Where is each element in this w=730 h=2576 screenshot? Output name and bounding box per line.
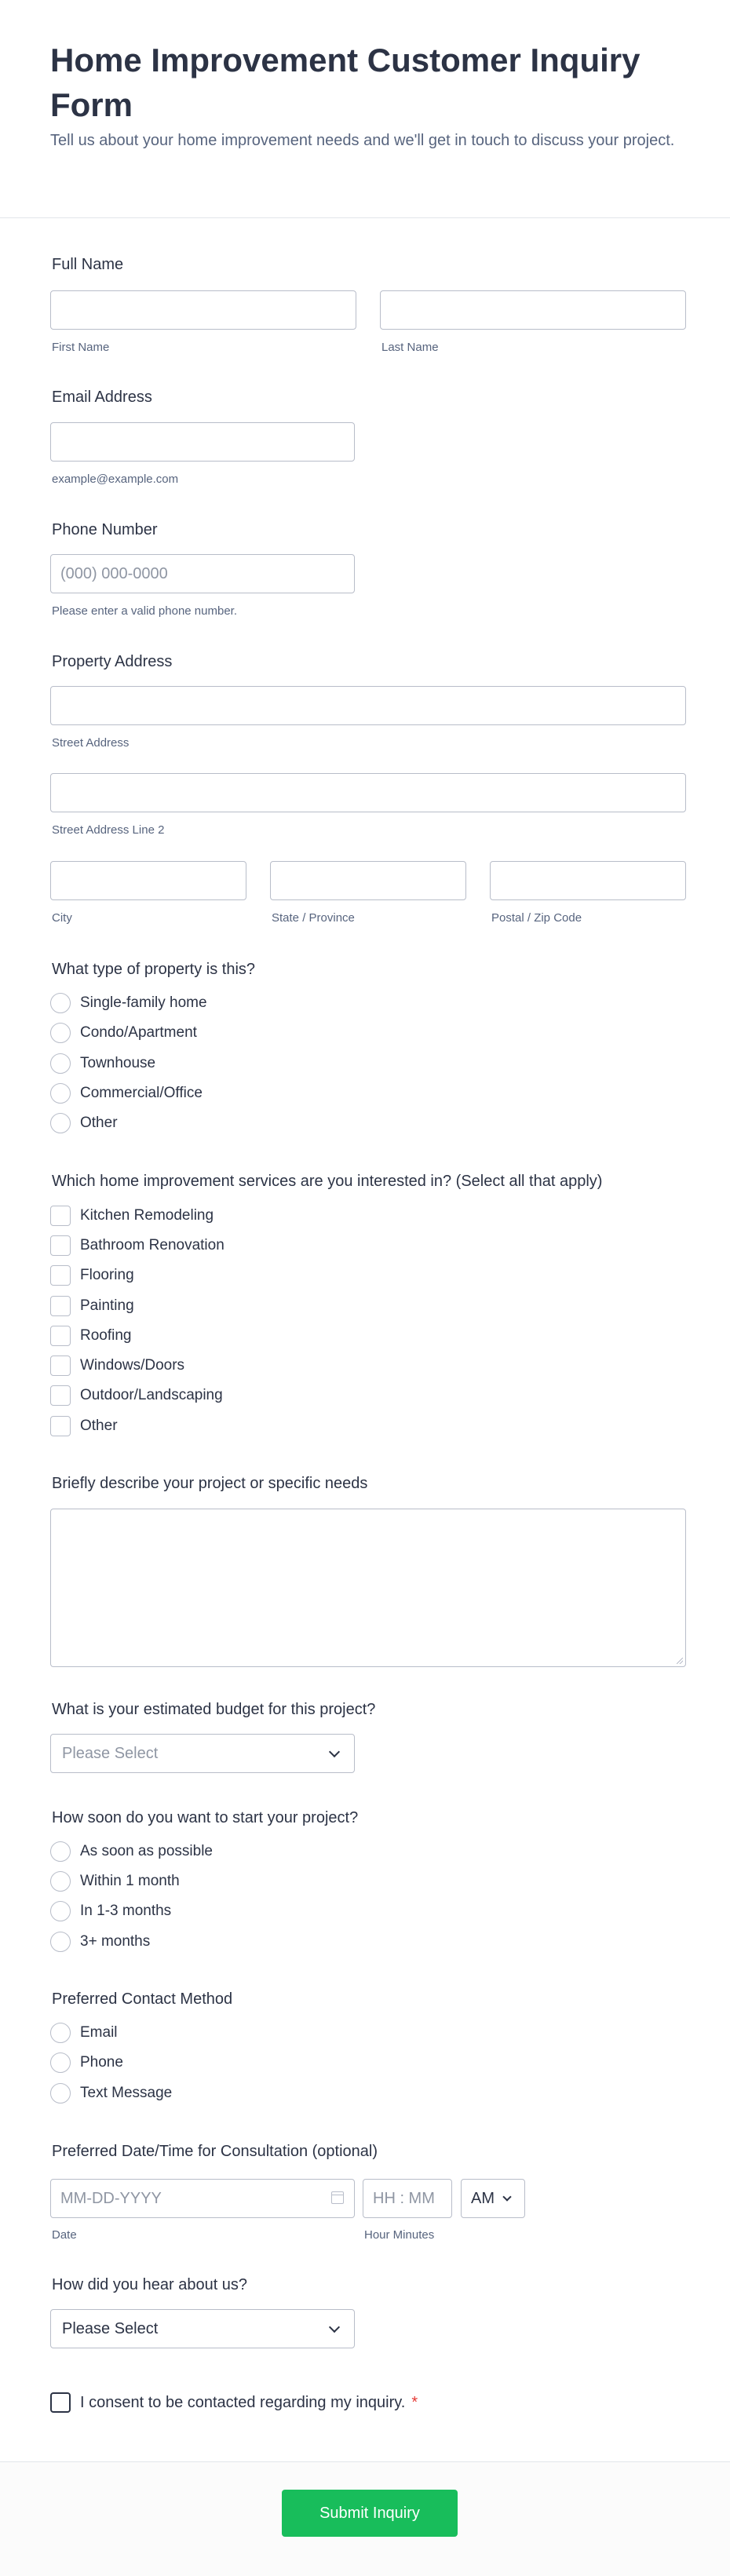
checkbox[interactable] <box>50 1265 71 1286</box>
zip-input[interactable] <box>490 861 686 900</box>
radio-button[interactable] <box>50 1901 71 1921</box>
city-input[interactable] <box>50 861 246 900</box>
email-sublabel: example@example.com <box>52 473 179 486</box>
description-textarea[interactable] <box>50 1509 686 1667</box>
service-option[interactable] <box>50 1205 214 1227</box>
checkbox[interactable] <box>50 1326 71 1346</box>
option-label: Within 1 month <box>80 1873 180 1889</box>
radio-button[interactable] <box>50 2083 71 2103</box>
start-label: How soon do you want to start your project? <box>52 1809 359 1826</box>
budget-label: What is your estimated budget for this project? <box>52 1701 376 1718</box>
option-label: Outdoor/Landscaping <box>80 1387 223 1403</box>
referral-select-value: Please Select <box>62 2319 159 2337</box>
services-label: Which home improvement services are you interested in? (Select all that apply) <box>52 1173 603 1190</box>
resize-grip-icon[interactable] <box>677 1658 683 1664</box>
ampm-select[interactable] <box>461 2179 525 2218</box>
checkbox[interactable] <box>50 1206 71 1226</box>
date-sublabel: Date <box>52 2228 77 2242</box>
checkbox[interactable] <box>50 1385 71 1406</box>
option-label: Condo/Apartment <box>80 1024 197 1041</box>
radio-button[interactable] <box>50 1932 71 1952</box>
option-label: Other <box>80 1115 118 1131</box>
email-label: Email Address <box>52 389 152 406</box>
city-sublabel: City <box>52 911 72 925</box>
last-name-input[interactable] <box>380 290 686 330</box>
property-option[interactable] <box>50 1053 155 1075</box>
chevron-down-icon <box>502 2192 511 2201</box>
option-label: Windows/Doors <box>80 1357 185 1374</box>
required-asterisk: * <box>411 2393 418 2411</box>
radio-button[interactable] <box>50 2023 71 2043</box>
option-label: In 1-3 months <box>80 1903 172 1919</box>
form-subtitle: Tell us about your home improvement needs and we'll get in touch to discuss your project. <box>50 132 675 149</box>
option-label: As soon as possible <box>80 1843 213 1859</box>
option-label: Commercial/Office <box>80 1085 203 1101</box>
property-option[interactable] <box>50 1112 118 1134</box>
option-label: Roofing <box>80 1327 132 1344</box>
ampm-value: AM <box>471 2189 495 2207</box>
start-option[interactable] <box>50 1870 180 1892</box>
property-type-label: What type of property is this? <box>52 961 256 978</box>
contact-method-label: Preferred Contact Method <box>52 1990 233 2008</box>
street-address-line2-input[interactable] <box>50 773 686 812</box>
service-option[interactable] <box>50 1235 224 1257</box>
phone-input[interactable] <box>50 554 355 593</box>
radio-button[interactable] <box>50 2052 71 2073</box>
radio-button[interactable] <box>50 1023 71 1043</box>
contact-option[interactable] <box>50 2082 172 2104</box>
option-label: Painting <box>80 1297 134 1314</box>
chevron-down-icon <box>329 1746 340 1757</box>
radio-button[interactable] <box>50 1083 71 1104</box>
option-label: Text Message <box>80 2085 173 2101</box>
submit-button[interactable]: Submit Inquiry <box>282 2490 458 2537</box>
property-option[interactable] <box>50 992 207 1014</box>
start-option[interactable] <box>50 1900 171 1922</box>
time-sublabel: Hour Minutes <box>364 2228 435 2242</box>
service-option[interactable] <box>50 1295 134 1317</box>
checkbox[interactable] <box>50 1356 71 1376</box>
phone-label: Phone Number <box>52 521 158 538</box>
calendar-icon[interactable] <box>331 2191 344 2204</box>
street-address-line2-sublabel: Street Address Line 2 <box>52 823 165 837</box>
first-name-sublabel: First Name <box>52 341 110 354</box>
option-label: Email <box>80 2024 118 2041</box>
consent-checkbox[interactable] <box>50 2392 71 2413</box>
chevron-down-icon <box>329 2321 340 2332</box>
date-field[interactable] <box>50 2179 355 2218</box>
form-title: Home Improvement Customer Inquiry Form <box>50 42 641 123</box>
referral-label: How did you hear about us? <box>52 2276 248 2293</box>
option-label: Other <box>80 1418 118 1434</box>
service-option[interactable] <box>50 1264 134 1286</box>
radio-button[interactable] <box>50 993 71 1013</box>
referral-select[interactable] <box>50 2309 355 2348</box>
budget-select-value: Please Select <box>62 1744 159 1762</box>
checkbox[interactable] <box>50 1416 71 1436</box>
contact-option[interactable] <box>50 2052 123 2074</box>
state-sublabel: State / Province <box>272 911 355 925</box>
first-name-input[interactable] <box>50 290 356 330</box>
date-input[interactable] <box>50 2179 355 2218</box>
service-option[interactable] <box>50 1415 118 1437</box>
service-option[interactable] <box>50 1385 223 1407</box>
consultation-label: Preferred Date/Time for Consultation (optional) <box>52 2143 378 2160</box>
service-option[interactable] <box>50 1325 132 1347</box>
time-input[interactable] <box>363 2179 452 2218</box>
form-header <box>0 0 730 218</box>
zip-sublabel: Postal / Zip Code <box>491 911 582 925</box>
option-label: 3+ months <box>80 1933 151 1950</box>
address-label: Property Address <box>52 653 173 670</box>
option-label: Flooring <box>80 1267 134 1283</box>
radio-button[interactable] <box>50 1871 71 1892</box>
contact-option[interactable] <box>50 2022 118 2044</box>
street-address-sublabel: Street Address <box>52 736 130 750</box>
property-option[interactable] <box>50 1082 203 1104</box>
option-label: Townhouse <box>80 1055 156 1071</box>
budget-select[interactable] <box>50 1734 355 1773</box>
street-address-input[interactable] <box>50 686 686 725</box>
phone-sublabel: Please enter a valid phone number. <box>52 604 237 618</box>
full-name-label: Full Name <box>52 256 124 273</box>
consent-option[interactable] <box>50 2392 418 2413</box>
start-option[interactable] <box>50 1931 150 1953</box>
option-label: Bathroom Renovation <box>80 1237 224 1253</box>
last-name-sublabel: Last Name <box>381 341 439 354</box>
consent-label: I consent to be contacted regarding my inquiry. <box>80 2393 406 2411</box>
radio-button[interactable] <box>50 1053 71 1074</box>
description-label: Briefly describe your project or specific needs <box>52 1475 368 1492</box>
property-option[interactable] <box>50 1022 197 1044</box>
option-label: Phone <box>80 2054 123 2071</box>
option-label: Single-family home <box>80 994 207 1011</box>
radio-button[interactable] <box>50 1113 71 1133</box>
start-option[interactable] <box>50 1841 213 1863</box>
radio-button[interactable] <box>50 1841 71 1862</box>
option-label: Kitchen Remodeling <box>80 1207 214 1224</box>
email-input[interactable] <box>50 422 355 462</box>
checkbox[interactable] <box>50 1235 71 1256</box>
checkbox[interactable] <box>50 1296 71 1316</box>
state-input[interactable] <box>270 861 466 900</box>
service-option[interactable] <box>50 1355 184 1377</box>
